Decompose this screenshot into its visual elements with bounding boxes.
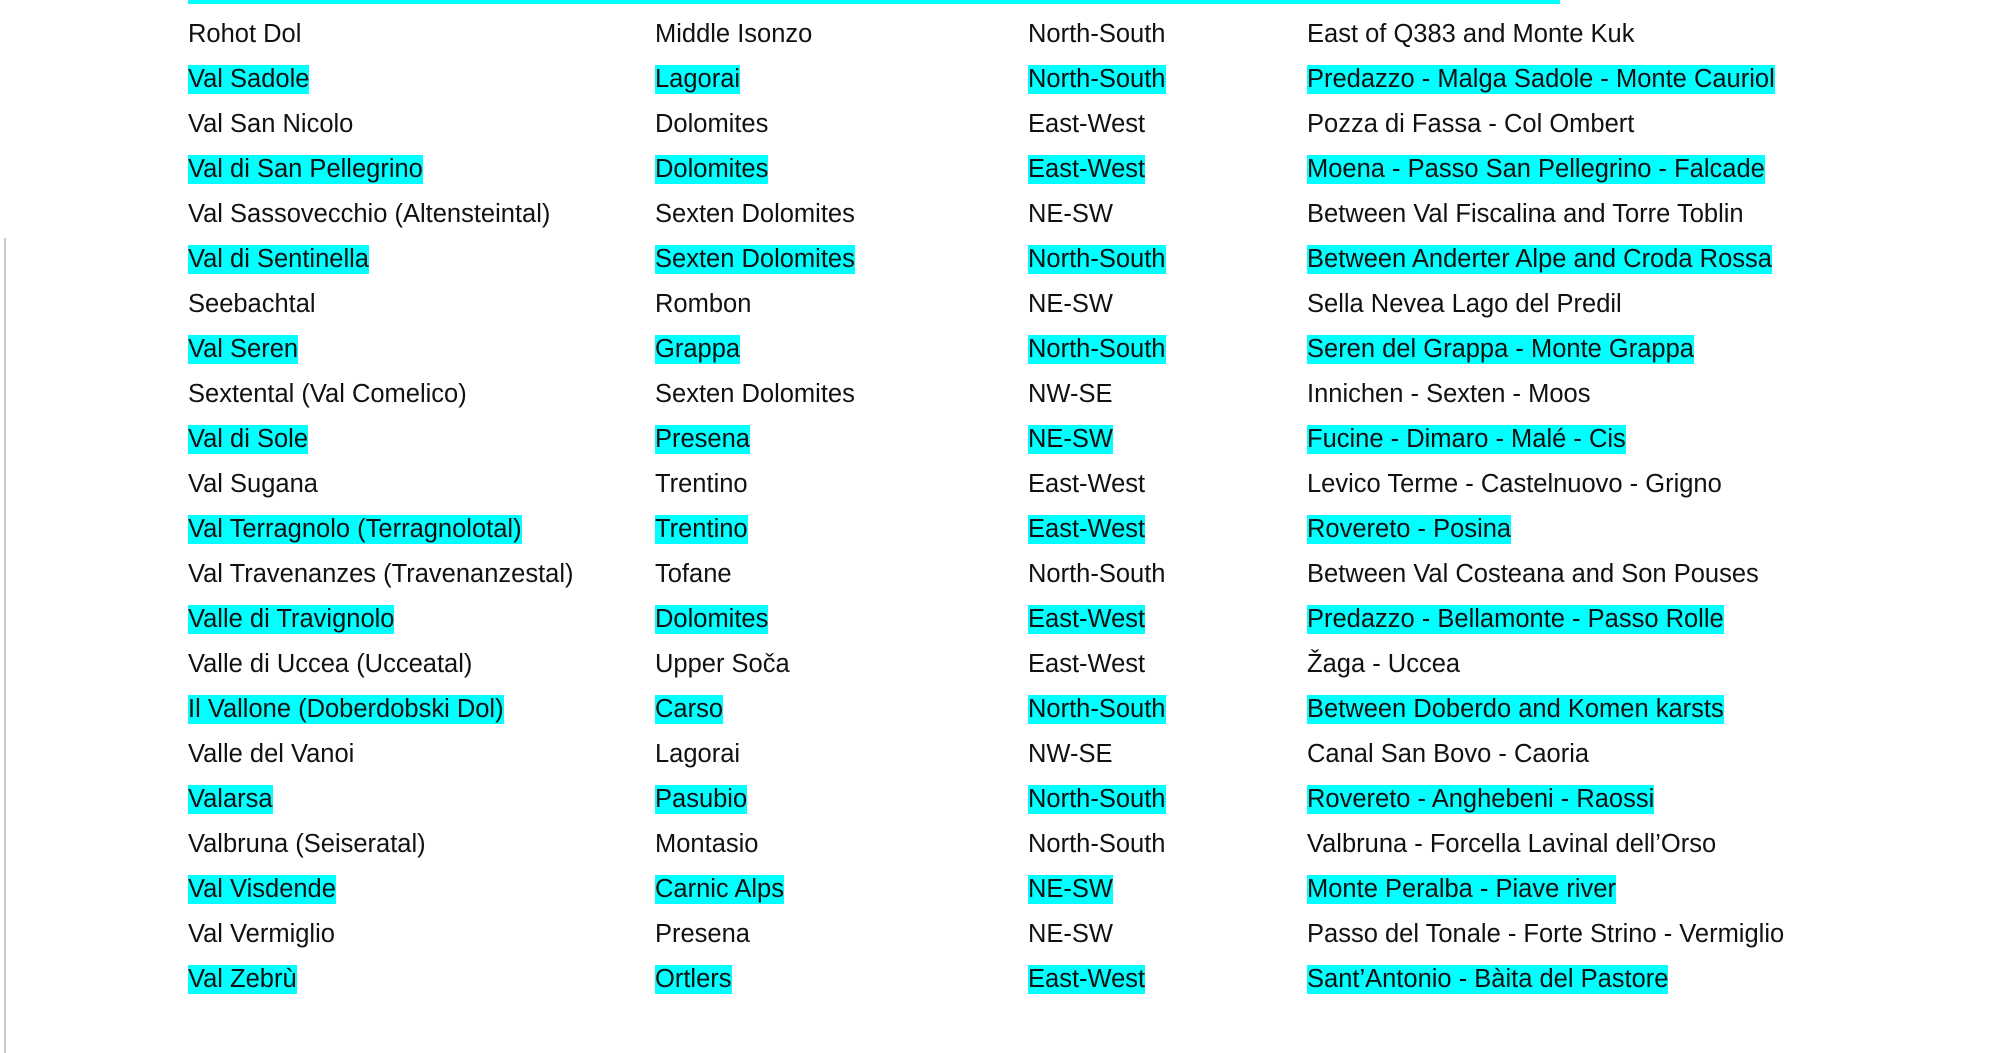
area-cell-text: Dolomites: [655, 605, 769, 633]
valley-name-cell: [188, 417, 308, 462]
area-cell: [655, 552, 732, 597]
direction-cell-text: East-West: [1028, 965, 1146, 993]
area-cell: [655, 192, 855, 237]
area-cell-text: Trentino: [655, 515, 748, 543]
valley-name-cell: [188, 732, 354, 777]
valley-name-cell: [188, 12, 301, 57]
direction-cell-text: North-South: [1028, 695, 1166, 723]
area-cell-text: Presena: [655, 425, 750, 453]
direction-cell: [1028, 777, 1166, 822]
area-cell: [655, 507, 748, 552]
direction-cell-text: East-West: [1028, 650, 1146, 678]
table-row: [0, 732, 2000, 777]
valley-table: [0, 12, 2000, 1002]
route-cell: [1307, 327, 1694, 372]
valley-name-cell-text: Val Sugana: [188, 470, 318, 498]
table-row: [0, 417, 2000, 462]
direction-cell-text: East-West: [1028, 110, 1146, 138]
route-cell: [1307, 552, 1759, 597]
table-row: [0, 57, 2000, 102]
area-cell-text: Rombon: [655, 290, 752, 318]
direction-cell: [1028, 237, 1166, 282]
table-row: [0, 777, 2000, 822]
route-cell-text: Between Anderter Alpe and Croda Rossa: [1307, 245, 1772, 273]
table-row: [0, 912, 2000, 957]
table-row: [0, 552, 2000, 597]
area-cell-text: Sexten Dolomites: [655, 380, 855, 408]
area-cell-text: Lagorai: [655, 65, 741, 93]
direction-cell: [1028, 912, 1113, 957]
valley-name-cell-text: Val Sadole: [188, 65, 310, 93]
route-cell: [1307, 372, 1590, 417]
table-row: [0, 372, 2000, 417]
route-cell: [1307, 192, 1744, 237]
route-cell: [1307, 147, 1765, 192]
table-row: [0, 192, 2000, 237]
direction-cell: [1028, 867, 1113, 912]
direction-cell-text: East-West: [1028, 470, 1146, 498]
area-cell-text: Pasubio: [655, 785, 748, 813]
area-cell: [655, 597, 768, 642]
area-cell: [655, 237, 855, 282]
table-row: [0, 867, 2000, 912]
area-cell: [655, 462, 748, 507]
route-cell: [1307, 507, 1511, 552]
area-cell: [655, 102, 768, 147]
valley-name-cell-text: Val Vermiglio: [188, 920, 335, 948]
area-cell: [655, 777, 747, 822]
valley-name-cell: [188, 597, 394, 642]
valley-name-cell-text: Val di Sentinella: [188, 245, 369, 273]
area-cell: [655, 867, 784, 912]
direction-cell-text: East-West: [1028, 155, 1146, 183]
route-cell-text: Between Doberdo and Komen karsts: [1307, 695, 1724, 723]
area-cell-text: Dolomites: [655, 155, 769, 183]
route-cell: [1307, 417, 1626, 462]
direction-cell-text: North-South: [1028, 560, 1166, 588]
direction-cell-text: East-West: [1028, 605, 1146, 633]
route-cell: [1307, 102, 1634, 147]
area-cell: [655, 912, 750, 957]
area-cell-text: Carso: [655, 695, 724, 723]
valley-name-cell: [188, 867, 336, 912]
direction-cell-text: North-South: [1028, 335, 1166, 363]
valley-name-cell: [188, 372, 467, 417]
table-row: [0, 642, 2000, 687]
route-cell: [1307, 957, 1668, 1002]
valley-name-cell-text: Seebachtal: [188, 290, 316, 318]
route-cell-text: Monte Peralba - Piave river: [1307, 875, 1616, 903]
direction-cell: [1028, 57, 1166, 102]
area-cell: [655, 282, 751, 327]
area-cell-text: Upper Soča: [655, 650, 790, 678]
direction-cell-text: NW-SE: [1028, 740, 1113, 768]
valley-name-cell-text: Val Travenanzes (Travenanzestal): [188, 560, 574, 588]
route-cell: [1307, 642, 1460, 687]
area-cell-text: Middle Isonzo: [655, 20, 813, 48]
direction-cell: [1028, 957, 1145, 1002]
direction-cell-text: NE-SW: [1028, 200, 1113, 228]
direction-cell-text: NE-SW: [1028, 425, 1113, 453]
route-cell-text: Levico Terme - Castelnuovo - Grigno: [1307, 470, 1722, 498]
table-row: [0, 327, 2000, 372]
direction-cell: [1028, 12, 1166, 57]
route-cell-text: Sant’Antonio - Bàita del Pastore: [1307, 965, 1669, 993]
valley-name-cell: [188, 147, 423, 192]
area-cell: [655, 642, 790, 687]
area-cell: [655, 57, 740, 102]
direction-cell: [1028, 192, 1113, 237]
direction-cell: [1028, 327, 1166, 372]
area-cell-text: Sexten Dolomites: [655, 245, 855, 273]
valley-name-cell: [188, 102, 353, 147]
area-cell: [655, 417, 750, 462]
area-cell-text: Tofane: [655, 560, 732, 588]
table-row: [0, 507, 2000, 552]
direction-cell: [1028, 372, 1113, 417]
valley-name-cell-text: Val Visdende: [188, 875, 336, 903]
route-cell-text: Innichen - Sexten - Moos: [1307, 380, 1591, 408]
route-cell: [1307, 462, 1722, 507]
direction-cell: [1028, 102, 1145, 147]
valley-name-cell-text: Val Terragnolo (Terragnolotal): [188, 515, 522, 543]
direction-cell: [1028, 507, 1145, 552]
direction-cell-text: NE-SW: [1028, 920, 1113, 948]
valley-name-cell: [188, 57, 309, 102]
route-cell: [1307, 822, 1716, 867]
route-cell: [1307, 12, 1634, 57]
valley-name-cell-text: Sextental (Val Comelico): [188, 380, 467, 408]
area-cell-text: Grappa: [655, 335, 741, 363]
direction-cell-text: East-West: [1028, 515, 1146, 543]
valley-name-cell-text: Val di Sole: [188, 425, 309, 453]
route-cell: [1307, 282, 1622, 327]
valley-name-cell: [188, 687, 504, 732]
valley-name-cell: [188, 822, 426, 867]
valley-name-cell: [188, 282, 316, 327]
route-cell-text: Rovereto - Posina: [1307, 515, 1512, 543]
route-cell-text: East of Q383 and Monte Kuk: [1307, 20, 1635, 48]
route-cell-text: Canal San Bovo - Caoria: [1307, 740, 1590, 768]
direction-cell: [1028, 282, 1113, 327]
route-cell-text: Fucine - Dimaro - Malé - Cis: [1307, 425, 1626, 453]
direction-cell: [1028, 417, 1113, 462]
valley-name-cell: [188, 552, 574, 597]
direction-cell: [1028, 597, 1145, 642]
route-cell: [1307, 867, 1616, 912]
valley-name-cell-text: Val Zebrù: [188, 965, 297, 993]
direction-cell-text: North-South: [1028, 20, 1166, 48]
table-row: [0, 462, 2000, 507]
route-cell-text: Between Val Costeana and Son Pouses: [1307, 560, 1759, 588]
valley-name-cell-text: Il Vallone (Doberdobski Dol): [188, 695, 504, 723]
area-cell-text: Dolomites: [655, 110, 769, 138]
route-cell-text: Predazzo - Malga Sadole - Monte Cauriol: [1307, 65, 1775, 93]
route-cell-text: Žaga - Uccea: [1307, 650, 1461, 678]
valley-name-cell-text: Val di San Pellegrino: [188, 155, 423, 183]
valley-name-cell: [188, 237, 369, 282]
route-cell-text: Seren del Grappa - Monte Grappa: [1307, 335, 1694, 363]
valley-name-cell-text: Val San Nicolo: [188, 110, 354, 138]
route-cell-text: Moena - Passo San Pellegrino - Falcade: [1307, 155, 1765, 183]
valley-name-cell: [188, 642, 472, 687]
route-cell: [1307, 912, 1784, 957]
area-cell: [655, 957, 732, 1002]
valley-name-cell: [188, 192, 550, 237]
area-cell-text: Montasio: [655, 830, 759, 858]
direction-cell: [1028, 642, 1145, 687]
area-cell-text: Ortlers: [655, 965, 732, 993]
route-cell: [1307, 57, 1775, 102]
direction-cell-text: North-South: [1028, 785, 1166, 813]
route-cell-text: Pozza di Fassa - Col Ombert: [1307, 110, 1635, 138]
route-cell-text: Between Val Fiscalina and Torre Toblin: [1307, 200, 1744, 228]
direction-cell-text: NE-SW: [1028, 290, 1113, 318]
direction-cell-text: NW-SE: [1028, 380, 1113, 408]
table-row: [0, 597, 2000, 642]
direction-cell-text: NE-SW: [1028, 875, 1113, 903]
area-cell: [655, 372, 855, 417]
area-cell-text: Carnic Alps: [655, 875, 784, 903]
area-cell-text: Lagorai: [655, 740, 741, 768]
table-row: [0, 147, 2000, 192]
route-cell: [1307, 777, 1654, 822]
valley-name-cell: [188, 327, 298, 372]
table-row: [0, 957, 2000, 1002]
direction-cell: [1028, 147, 1145, 192]
direction-cell: [1028, 552, 1166, 597]
route-cell: [1307, 687, 1724, 732]
area-cell-text: Presena: [655, 920, 750, 948]
area-cell: [655, 822, 758, 867]
direction-cell: [1028, 822, 1166, 867]
area-cell: [655, 147, 768, 192]
area-cell: [655, 687, 723, 732]
valley-name-cell-text: Valbruna (Seiseratal): [188, 830, 426, 858]
direction-cell-text: North-South: [1028, 65, 1166, 93]
table-row: [0, 12, 2000, 57]
area-cell-text: Trentino: [655, 470, 748, 498]
valley-name-cell: [188, 957, 297, 1002]
table-row: [0, 687, 2000, 732]
route-cell: [1307, 732, 1589, 777]
table-row: [0, 102, 2000, 147]
valley-name-cell: [188, 507, 522, 552]
valley-name-cell-text: Valle del Vanoi: [188, 740, 355, 768]
table-row: [0, 822, 2000, 867]
valley-name-cell: [188, 912, 335, 957]
valley-name-cell-text: Valle di Travignolo: [188, 605, 395, 633]
valley-name-cell: [188, 777, 273, 822]
area-cell: [655, 732, 740, 777]
valley-name-cell-text: Val Sassovecchio (Altensteintal): [188, 200, 551, 228]
direction-cell: [1028, 462, 1145, 507]
route-cell: [1307, 597, 1724, 642]
area-cell-text: Sexten Dolomites: [655, 200, 855, 228]
direction-cell-text: North-South: [1028, 245, 1166, 273]
area-cell: [655, 327, 740, 372]
valley-name-cell-text: Valarsa: [188, 785, 273, 813]
direction-cell: [1028, 732, 1113, 777]
route-cell-text: Predazzo - Bellamonte - Passo Rolle: [1307, 605, 1724, 633]
table-row: [0, 237, 2000, 282]
route-cell: [1307, 237, 1772, 282]
table-row: [0, 282, 2000, 327]
route-cell-text: Sella Nevea Lago del Predil: [1307, 290, 1622, 318]
valley-name-cell: [188, 462, 318, 507]
previous-row-highlight: [188, 0, 1560, 4]
valley-name-cell-text: Val Seren: [188, 335, 299, 363]
route-cell-text: Passo del Tonale - Forte Strino - Vermiglio: [1307, 920, 1785, 948]
valley-name-cell-text: Rohot Dol: [188, 20, 302, 48]
direction-cell-text: North-South: [1028, 830, 1166, 858]
direction-cell: [1028, 687, 1166, 732]
valley-name-cell-text: Valle di Uccea (Ucceatal): [188, 650, 473, 678]
area-cell: [655, 12, 812, 57]
route-cell-text: Valbruna - Forcella Lavinal dell’Orso: [1307, 830, 1717, 858]
route-cell-text: Rovereto - Anghebeni - Raossi: [1307, 785, 1655, 813]
